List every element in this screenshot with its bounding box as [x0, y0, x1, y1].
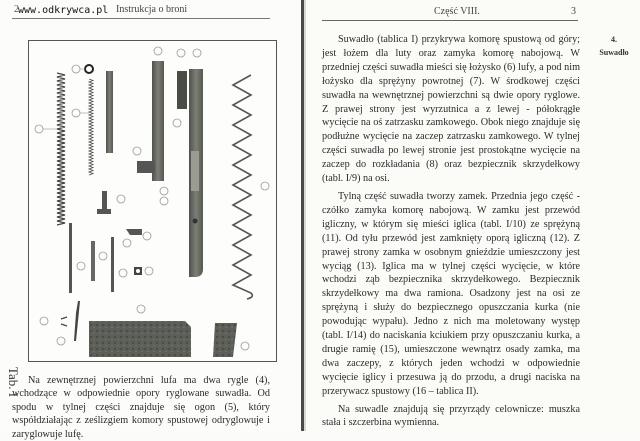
pins-part	[40, 301, 80, 345]
margin-note-title: Suwadło	[599, 48, 629, 57]
right-page-body	[322, 33, 580, 434]
barrel-part	[133, 47, 181, 205]
firing-pin-spring-part	[72, 79, 93, 175]
right-page-number: 3	[571, 6, 576, 17]
paragraph-suwadlo: Suwadło (tablica I) przykrywa komorę spustową od góry; jest łożem dla luty oraz zamyka komorę nabojową. W przedniej części suwadła mieści się łożysko (6) lufy, a pod nim łożysko dla sprężyny powrotnej (7). W środkowej części suwadła na wewnętrznej powierzchni są dwie opory ryglowe. Z prawej strony jest wyrzutnica a z lewej - półokrągłe wycięcie na oś zatrzasku zamkowego. Obok niego znajduje się podłużne wycięcie na zaczep zatrzasku zamkowego. W tylnej części suwadła po lewej stronie jest prostokątne wycięcie na zaczep do rozkładania (8) oraz bezpiecznik skrzydełkowy (tabl. I/9) na osi.	[322, 34, 580, 185]
frame-part	[89, 305, 249, 357]
right-page	[306, 0, 640, 431]
extractor-part	[97, 191, 125, 214]
slide-part	[177, 49, 203, 277]
left-running-title: Instrukcja o broni	[116, 4, 188, 15]
paragraph-zamek: Tylną część suwadła tworzy zamek. Przednia jego część - czółko zamyka komorę nabojową. W zamku jest przewód igliczny, w którym się mieści iglica (tabl. I/10) ze sprężyną (11). Od tyłu przewód jest zamknięty oporą igliczną (12). Z prawej strony zamka w osobnym gnieździe umieszczony jest wyciąg (13). Iglica ma w tylnej części wycięcie, w które wchodzi ząb bezpiecznika skrzydełkowego. Bezpiecznik skrzydełkowy ma dwa ramiona. Osadzony jest na osi ze sprężyną i służy do bezpiecznego opuszczania kurka (nie powodując wypału). Jedno z nich ma moletowany występ (tabl. I/14) do naciskania kciukiem przy opuszczaniu kurka, a drugie ramię (15), umieszczone wewnątrz osady zamka, ma dwa zaczepy, z których jeden wchodzi w odpowiednie wycięcie iglicy i przesuwa ją do przodu, a drugi naciska na przerywacz spustowy (16 – tablica II).	[322, 190, 580, 397]
left-paragraph: Na zewnętrznej powierzchni lufa ma dwa rygle (4), wchodzące w odpowiednie opory ryglowane suwadła. Od spodu w tylnej części znajduje się ogon (5), który współdziałając z ześlizgiem komory spustowej odryglowuje i zaryglowuje lufę.	[12, 375, 270, 440]
exploded-parts-diagram	[28, 40, 277, 362]
guide-rod-part	[106, 71, 113, 153]
left-page-body	[12, 374, 270, 441]
left-page-header	[12, 4, 270, 19]
ring-part	[72, 65, 93, 73]
margin-note	[592, 33, 636, 59]
right-running-title: Część VIII.	[434, 6, 480, 17]
firing-pin-part	[69, 223, 127, 293]
margin-note-number: 4.	[611, 35, 617, 44]
firing-pin-stop-part	[134, 267, 153, 275]
paragraph-celownicze: Na suwadle znajdują się przyrządy celownicze: muszka stała i szczerbina wymienna.	[322, 403, 580, 429]
right-page-header	[322, 6, 578, 21]
plate-label: Tab. I	[6, 366, 22, 398]
magazine-spring-part	[233, 75, 269, 299]
watermark: www.odkrywca.pl	[18, 5, 109, 16]
parts-illustration	[29, 41, 276, 361]
safety-lever-part	[123, 229, 151, 247]
recoil-spring-part	[35, 73, 65, 225]
left-page-number: 2	[14, 4, 19, 15]
left-page	[0, 0, 302, 440]
